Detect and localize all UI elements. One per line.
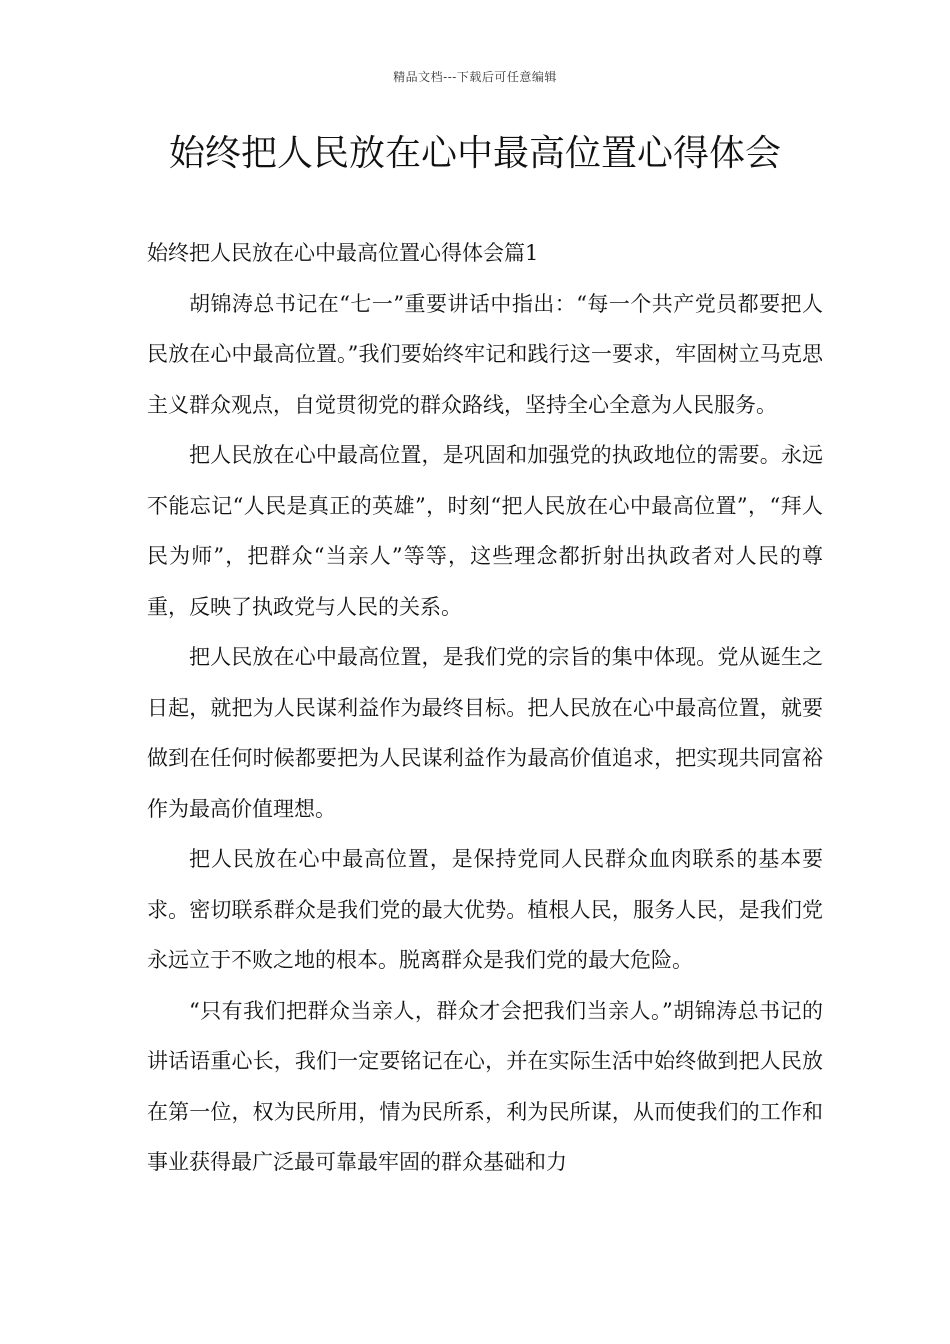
header-note: 精品文档---下载后可任意编辑 xyxy=(393,70,557,84)
paragraph-1: 胡锦涛总书记在“七一”重要讲话中指出：“每一个共产党员都要把人民放在心中最高位置。”我们要始终牢记和践行这一要求，牢固树立马克思主义群众观点，自觉贯彻党的群众路线，坚持全心全意为人民服务。 xyxy=(147,291,823,417)
paragraph-3: 把人民放在心中最高位置，是我们党的宗旨的集中体现。党从诞生之日起，就把为人民谋利益作为最终目标。把人民放在心中最高位置，就要做到在任何时候都要把为人民谋利益作为最高价值追求，把实现共同富裕作为最高价值理想。 xyxy=(147,645,823,821)
paragraph-2: 把人民放在心中最高位置，是巩固和加强党的执政地位的需要。永远不能忘记“人民是真正的英雄”，时刻“把人民放在心中最高位置”，“拜人民为师”，把群众“当亲人”等等，这些理念都折射出执政者对人民的尊重，反映了执政党与人民的关系。 xyxy=(147,443,823,619)
document-body xyxy=(147,228,823,1188)
paragraph-5: “只有我们把群众当亲人，群众才会把我们当亲人。”胡锦涛总书记的讲话语重心长，我们一定要铭记在心，并在实际生活中始终做到把人民放在第一位，权为民所用，情为民所系，利为民所谋，从而使我们的工作和事业获得最广泛最可靠最牢固的群众基础和力 xyxy=(147,998,823,1174)
section-heading: 始终把人民放在心中最高位置心得体会篇1 xyxy=(147,241,539,265)
paragraph-4: 把人民放在心中最高位置，是保持党同人民群众血肉联系的基本要求。密切联系群众是我们党的最大优势。植根人民，服务人民，是我们党永远立于不败之地的根本。脱离群众是我们党的最大危险。 xyxy=(147,847,823,972)
document-title: 始终把人民放在心中最高位置心得体会 xyxy=(168,133,781,174)
